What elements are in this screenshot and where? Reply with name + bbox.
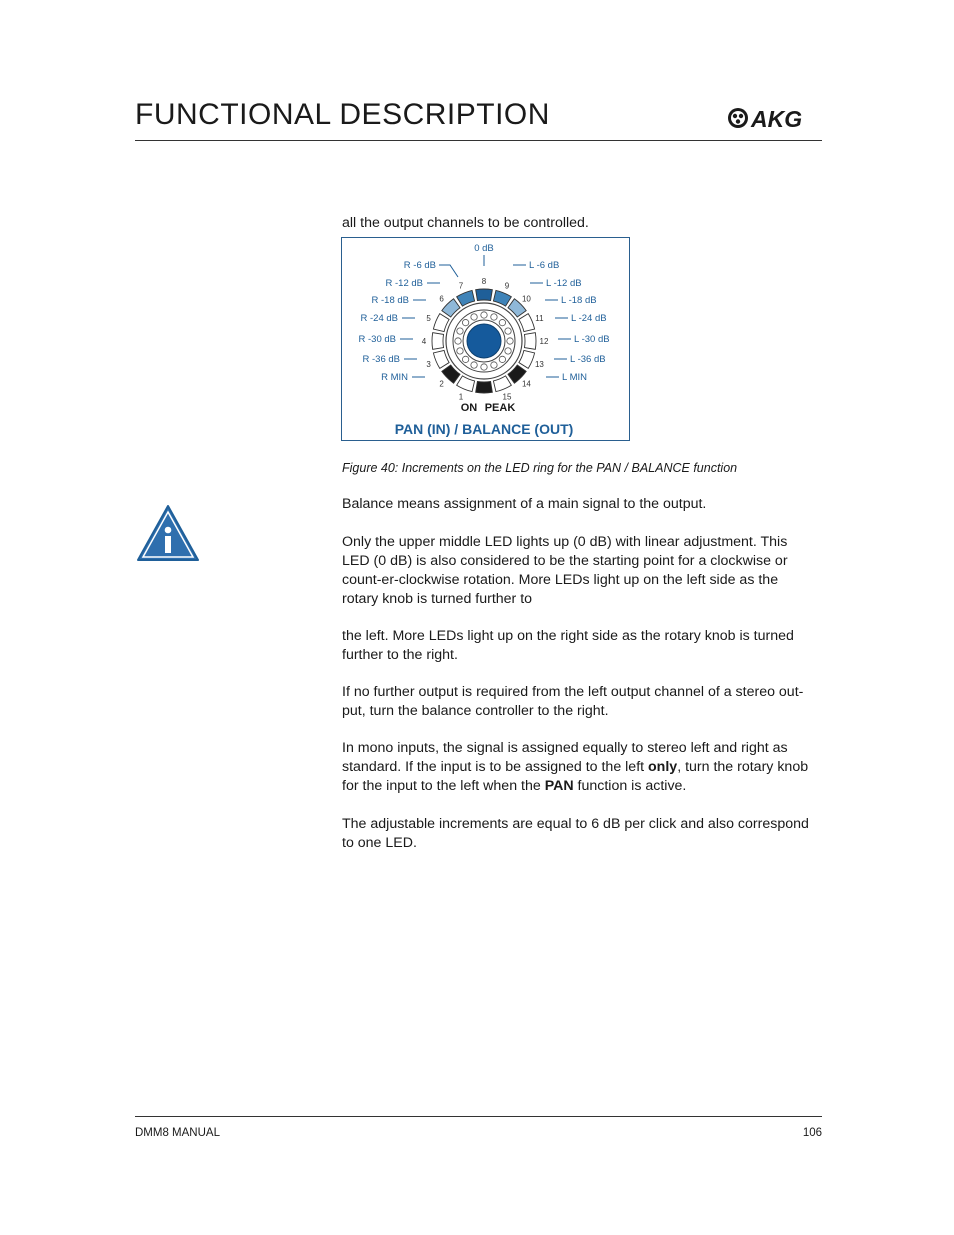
led-number: 1: [458, 392, 464, 402]
figure-title: PAN (IN) / BALANCE (OUT): [394, 421, 574, 437]
left-db-label: R -6 dB: [403, 260, 436, 271]
led-segment: [457, 290, 475, 306]
right-db-label: L -12 dB: [546, 278, 582, 289]
led-segment: [433, 350, 449, 368]
right-db-label: L -18 dB: [561, 295, 597, 306]
led-number: 14: [521, 379, 531, 389]
left-db-label: R MIN: [381, 372, 408, 383]
akg-logo-text: AKG: [751, 106, 803, 130]
led-segment: [524, 333, 536, 350]
led-segment: [432, 333, 444, 350]
right-db-label: L MIN: [562, 372, 587, 383]
led-number: 4: [421, 337, 427, 346]
on-label: ON: [460, 402, 478, 414]
led-number: 5: [426, 314, 431, 323]
led-number: 15: [502, 392, 512, 402]
right-db-label: L -6 dB: [529, 260, 560, 271]
led-segment: [519, 350, 535, 368]
figure-intro: all the output channels to be controlled.: [342, 215, 589, 231]
figure-caption: Figure 40: Increments on the LED ring for the PAN / BALANCE function: [342, 461, 738, 475]
paragraph-upper-led: Only the upper middle LED lights up (0 dB) with linear adjustment. This LED (0 dB) is also considered to be the starting point for a clockwise or count-er-clockwise rotation. More LEDs light up on the left side as the rotary knob is turned further to: [342, 534, 788, 607]
mono-text-3: function is active.: [573, 778, 687, 794]
footer-rule: [135, 1116, 822, 1117]
led-segment: [457, 376, 475, 392]
rotary-knob: [446, 303, 522, 379]
led-segment: [493, 290, 511, 306]
left-db-label: R -30 dB: [358, 334, 396, 345]
led-number: 2: [439, 379, 444, 389]
paragraph-balance: Balance means assignment of a main signal to the output.: [342, 496, 707, 512]
led-segment: [476, 381, 493, 393]
left-db-label: R -12 dB: [385, 278, 423, 289]
footer-manual: DMM8 MANUAL: [135, 1127, 220, 1139]
right-db-label: L -30 dB: [574, 334, 610, 345]
right-db-label: L -24 dB: [571, 313, 607, 324]
led-segment: [519, 314, 535, 332]
mono-text-2: , turn the rotary knob for the input to the left when the: [342, 759, 809, 794]
mono-text-1: In mono inputs, the signal is assigned equally to stereo left and right as standard. If the input is to be assigned to the left: [342, 740, 788, 775]
led-number: 8: [481, 277, 487, 286]
led-number: 9: [504, 281, 510, 291]
led-number: 13: [534, 360, 544, 369]
paragraph-mono: [342, 739, 817, 796]
led-number: 11: [535, 314, 544, 323]
mono-pan: PAN: [544, 778, 574, 794]
page-title: FUNCTIONAL DESCRIPTION: [135, 98, 550, 131]
left-db-label: R -36 dB: [362, 354, 400, 365]
akg-logo: [727, 106, 823, 130]
mono-only: only: [648, 759, 678, 775]
paragraph-increments: The adjustable increments are equal to 6 dB per click and also correspond to one LED.: [342, 816, 809, 851]
label-0db: 0 dB: [474, 243, 494, 254]
led-number: 3: [426, 360, 431, 369]
led-number: 12: [539, 337, 549, 346]
info-icon: [135, 503, 201, 563]
led-segment: [433, 314, 449, 332]
left-db-label: R -24 dB: [360, 313, 398, 324]
left-db-label: R -18 dB: [371, 295, 409, 306]
led-segment: [476, 289, 493, 301]
led-number: 7: [458, 281, 464, 291]
pan-balance-figure: [341, 237, 630, 441]
right-db-label: L -36 dB: [570, 354, 606, 365]
paragraph-left-right: the left. More LEDs light up on the right side as the rotary knob is turned further to the right.: [342, 628, 794, 663]
led-segment: [493, 376, 511, 392]
paragraph-stereo: If no further output is required from the left output channel of a stereo out-put, turn the balance controller to the right.: [342, 684, 804, 719]
akg-logo-mark-icon: [728, 108, 748, 128]
led-ring-diagram: [342, 238, 629, 440]
led-number: 10: [521, 294, 531, 304]
peak-label: PEAK: [484, 402, 516, 414]
led-number: 6: [439, 294, 444, 304]
footer-page-number: 106: [802, 1127, 822, 1139]
header-rule: [135, 140, 822, 141]
